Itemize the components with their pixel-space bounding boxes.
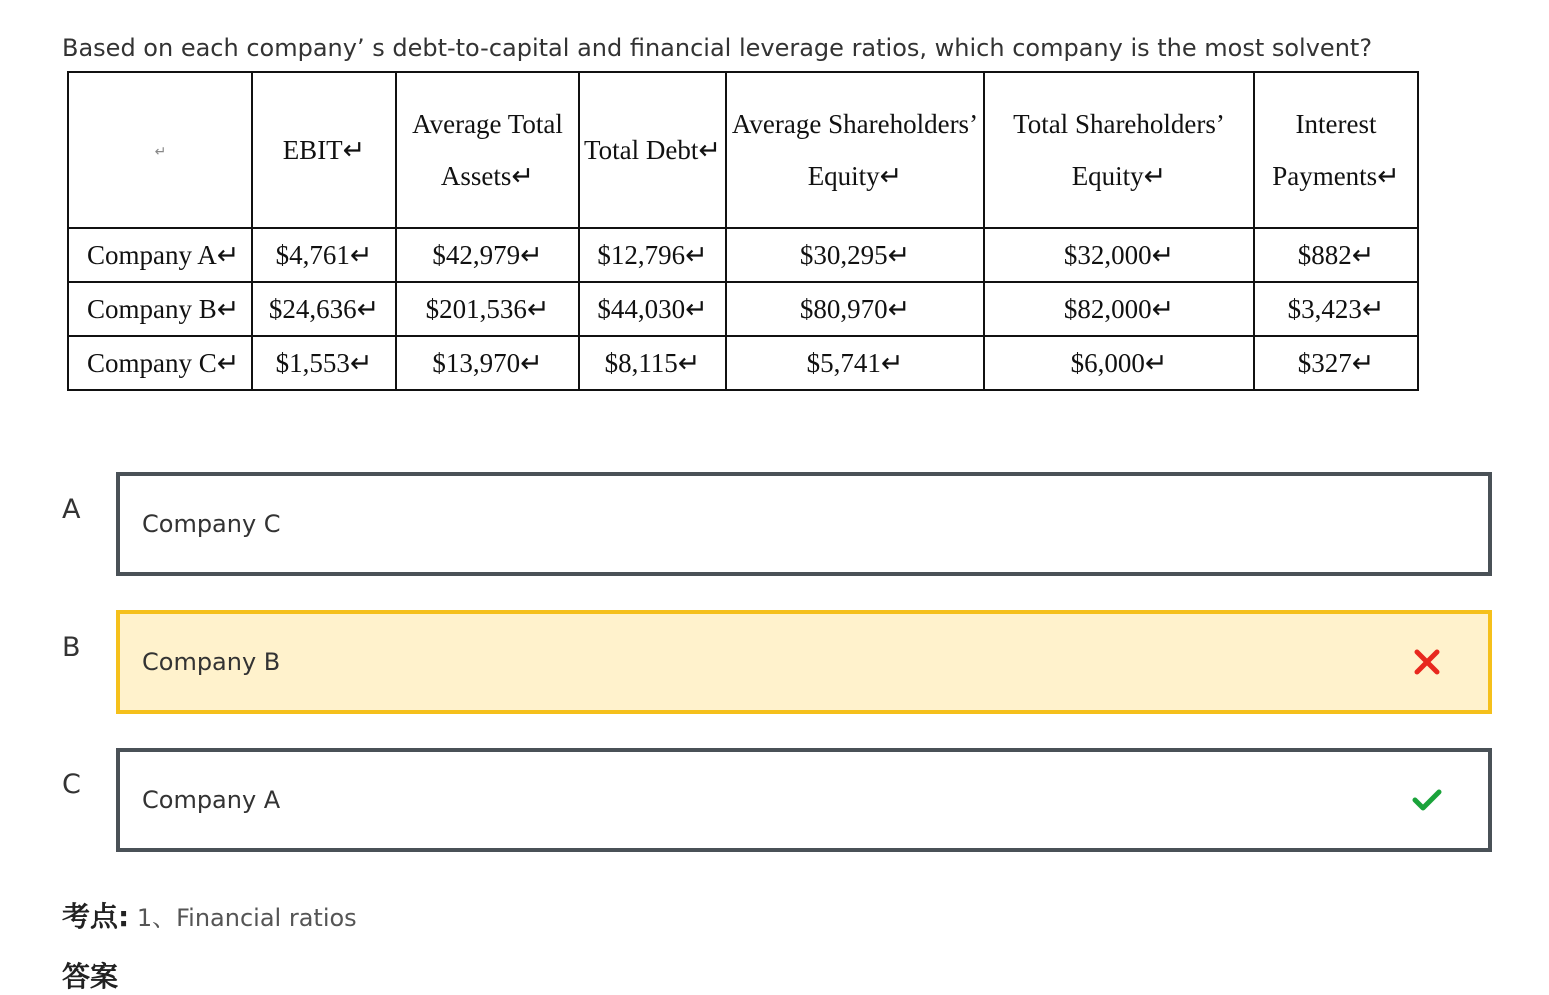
table-cell: $30,295↵ bbox=[726, 228, 984, 282]
table-cell: $13,970↵ bbox=[396, 336, 579, 390]
option-c-button[interactable] bbox=[116, 748, 1492, 852]
header-average-shareholders-equity: Average Shareholders’ Equity↵ bbox=[726, 72, 984, 228]
table-cell: $12,796↵ bbox=[579, 228, 726, 282]
option-a-text: Company C bbox=[142, 510, 281, 538]
table-cell: Company B↵ bbox=[68, 282, 252, 336]
table-cell: $882↵ bbox=[1254, 228, 1418, 282]
option-c-text: Company A bbox=[142, 786, 281, 814]
option-letter-c: C bbox=[62, 769, 81, 800]
company-data-table bbox=[67, 71, 1419, 391]
table-cell: $80,970↵ bbox=[726, 282, 984, 336]
table-row bbox=[68, 336, 1418, 390]
table-cell: $8,115↵ bbox=[579, 336, 726, 390]
table-cell: $24,636↵ bbox=[252, 282, 396, 336]
option-b-button[interactable] bbox=[116, 610, 1492, 714]
table-cell: $3,423↵ bbox=[1254, 282, 1418, 336]
table-cell: $327↵ bbox=[1254, 336, 1418, 390]
header-average-total-assets: Average Total Assets↵ bbox=[396, 72, 579, 228]
table-row bbox=[68, 282, 1418, 336]
table-row bbox=[68, 228, 1418, 282]
option-letter-b: B bbox=[62, 632, 81, 663]
table-cell: $32,000↵ bbox=[984, 228, 1254, 282]
table-header-row bbox=[68, 72, 1418, 228]
table-cell: $42,979↵ bbox=[396, 228, 579, 282]
topic-line bbox=[62, 897, 357, 938]
table-cell: Company A↵ bbox=[68, 228, 252, 282]
table-cell: $5,741↵ bbox=[726, 336, 984, 390]
answer-label: 答案 bbox=[62, 960, 119, 993]
cross-icon bbox=[1410, 645, 1444, 679]
table-cell: Company C↵ bbox=[68, 336, 252, 390]
header-total-debt: Total Debt↵ bbox=[579, 72, 726, 228]
topic-label: 考点: bbox=[62, 900, 130, 933]
check-icon bbox=[1410, 783, 1444, 817]
table-cell: $4,761↵ bbox=[252, 228, 396, 282]
header-empty-cell: ↵ bbox=[68, 72, 252, 228]
topic-value: 1、Financial ratios bbox=[136, 904, 357, 932]
header-ebit: EBIT↵ bbox=[252, 72, 396, 228]
option-b-text: Company B bbox=[142, 648, 281, 676]
table-cell: $44,030↵ bbox=[579, 282, 726, 336]
table-cell: $201,536↵ bbox=[396, 282, 579, 336]
table-cell: $1,553↵ bbox=[252, 336, 396, 390]
option-letter-a: A bbox=[62, 494, 81, 525]
header-interest-payments: Interest Payments↵ bbox=[1254, 72, 1418, 228]
table-cell: $6,000↵ bbox=[984, 336, 1254, 390]
question-text: Based on each company’ s debt-to-capital and financial leverage ratios, which company is the most solvent? bbox=[62, 34, 1373, 62]
header-total-shareholders-equity: Total Shareholders’ Equity↵ bbox=[984, 72, 1254, 228]
table-cell: $82,000↵ bbox=[984, 282, 1254, 336]
option-a-button[interactable] bbox=[116, 472, 1492, 576]
